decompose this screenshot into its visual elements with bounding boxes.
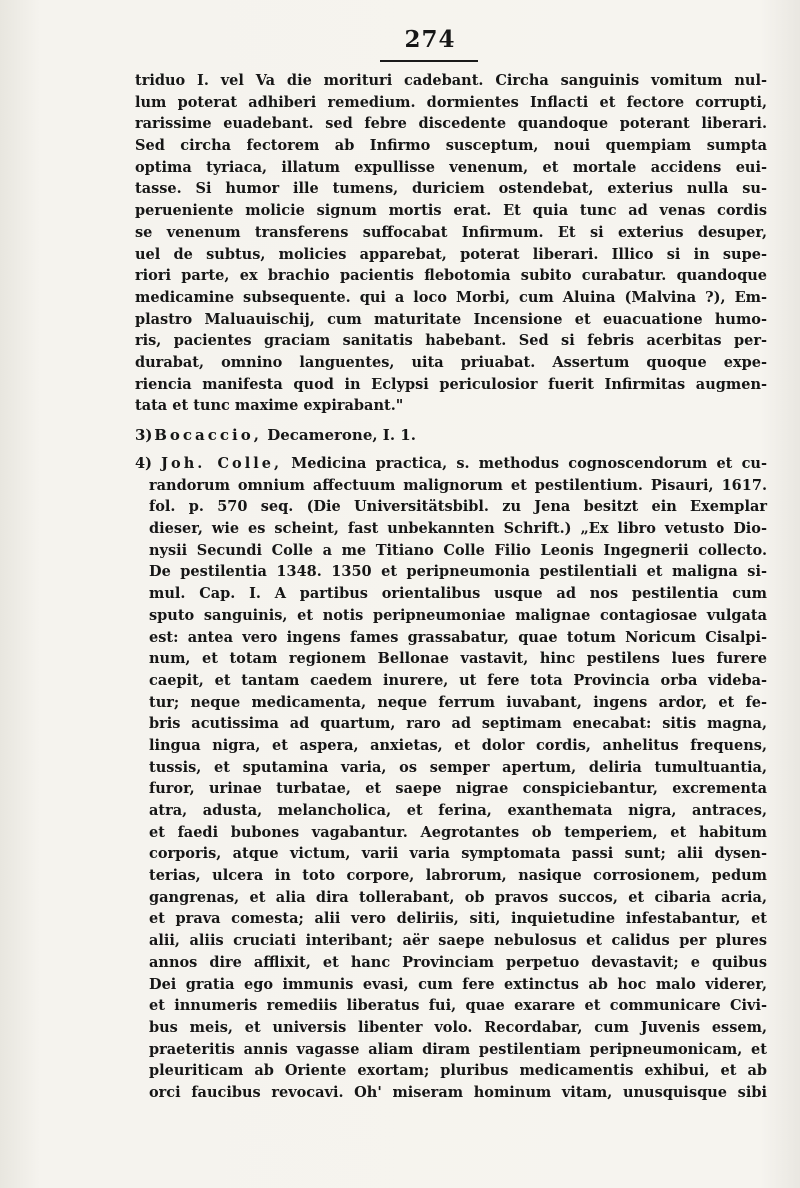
page-number: 274 [404, 26, 456, 53]
text-line: uel de subtus, molicies apparebat, poterat liberari. Illico si in supe- [135, 245, 767, 263]
text-line: lum poterat adhiberi remedium. dormientes Inflacti et fectore corrupti, [135, 93, 767, 111]
footnote-first-line [135, 453, 767, 475]
text-line: caepit, et tantam caedem inurere, ut fere tota Provincia orba videba- [149, 671, 767, 689]
text-line: randorum omnium affectuum malignorum et pestilentium. Pisauri, 1617. [149, 476, 767, 494]
text-line: alii, aliis cruciati interibant; aër saepe nebulosus et calidus per plures [149, 932, 767, 950]
text-line: tasse. Si humor ille tumens, duriciem ostendebat, exterius nulla su- [135, 180, 767, 198]
page-body [135, 70, 767, 1104]
text-line: medicamine subsequente. qui a loco Morbi, cum Aluina (Malvina ?), Em- [135, 288, 767, 306]
text-line: ris, pacientes graciam sanitatis habebant. Sed si febris acerbitas per- [135, 332, 767, 350]
text-line: orci faucibus revocavi. Oh' miseram hominum vitam, unusquisque sibi [149, 1083, 767, 1101]
text-line: et faedi bubones vagabantur. Aegrotantes ob temperiem, et habitum [149, 823, 767, 841]
footnote-citation: Medicina practica, s. methodus cognoscendorum et cu- [282, 455, 767, 472]
text-line: atra, adusta, melancholica, et ferina, exanthemata nigra, antraces, [149, 802, 767, 819]
text-line: gangrenas, et alia dira tollerabant, ob pravos succos, et cibaria acria, [149, 888, 767, 906]
footnote-3 [135, 423, 767, 447]
text-line: tata et tunc maxime expirabant." [135, 397, 404, 415]
page-number-rule [380, 60, 478, 62]
text-line: et innumeris remediis liberatus fui, quae exarare et communicare Civi- [149, 997, 767, 1015]
text-line: nysii Secundi Colle a me Titiano Colle Filio Leonis Ingegnerii collecto. [149, 541, 767, 559]
text-line: riencia manifesta quod in Eclypsi periculosior fuerit Infirmitas augmen- [135, 375, 767, 393]
footnote-author: Bocaccio, [154, 426, 262, 444]
text-line: bus meis, et universis libenter volo. Recordabar, cum Juvenis essem, [149, 1018, 767, 1036]
footnote-number: 3) [135, 426, 153, 444]
text-line: annos dire afflixit, et hanc Provinciam perpetuo devastavit; e quibus [149, 953, 767, 971]
text-line: riori parte, ex brachio pacientis flebotomia subito curabatur. quandoque [135, 267, 767, 285]
text-line: dieser, wie es scheint, fast unbekannten Schrift.) „Ex libro vetusto Dio- [149, 520, 767, 538]
footnote-4 [135, 453, 767, 1104]
text-line: num, et totam regionem Bellonae vastavit, hinc pestilens lues furere [149, 650, 767, 668]
text-line: praeteritis annis vagasse aliam diram pestilentiam peripneumonicam, et [149, 1040, 767, 1058]
text-line: plastro Maluauischij, cum maturitate Incensione et euacuatione humo- [135, 310, 767, 328]
text-line: Sed circha fectorem ab Infirmo susceptum, noui quempiam sumpta [135, 137, 767, 155]
text-line: De pestilentia 1348. 1350 et peripneumonia pestilentiali et maligna si- [149, 563, 767, 581]
text-line: rarissime euadebant. sed febre discedente quandoque poterant liberari. [135, 115, 767, 133]
text-line: pleuriticam ab Oriente exortam; pluribus medicamentis exhibui, et ab [149, 1062, 767, 1080]
footnote-author: Joh. Colle, [161, 455, 283, 472]
text-line: furor, urinae turbatae, et saepe nigrae conspiciebantur, excrementa [149, 780, 767, 798]
quoted-paragraph [135, 70, 767, 417]
text-line: et prava comesta; alii vero deliriis, siti, inquietudine infestabantur, et [149, 910, 767, 928]
text-line: se venenum transferens suffocabat Infirmum. Et si exterius desuper, [135, 223, 767, 241]
text-line: perueniente molicie signum mortis erat. Et quia tunc ad venas cordis [135, 202, 767, 220]
text-line: corporis, atque victum, varii varia symptomata passi sunt; alii dysen- [149, 845, 767, 863]
footnote-body [135, 475, 767, 1104]
footnote-citation: Decamerone, I. 1. [261, 426, 416, 444]
text-line: durabat, omnino languentes, uita priuabat. Assertum quoque expe- [135, 353, 767, 371]
text-line: tussis, et sputamina varia, os semper apertum, deliria tumultuantia, [149, 758, 767, 776]
text-line: triduo I. vel Va die morituri cadebant. Circha sanguinis vomitum nul- [135, 72, 767, 89]
text-line: sputo sanguinis, et notis peripneumoniae malignae contagiosae vulgata [149, 606, 767, 624]
text-line: fol. p. 570 seq. (Die Universitätsbibl. zu Jena besitzt ein Exemplar [149, 498, 767, 516]
footnote-number: 4) [135, 455, 152, 472]
text-line: Dei gratia ego immunis evasi, cum fere extinctus ab hoc malo viderer, [149, 975, 767, 993]
text-line: est: antea vero ingens fames grassabatur, quae totum Noricum Cisalpi- [149, 628, 767, 646]
text-line: mul. Cap. I. A partibus orientalibus usque ad nos pestilentia cum [149, 585, 767, 603]
text-line: optima tyriaca, illatum expullisse venenum, et mortale accidens eui- [135, 158, 767, 176]
text-line: tur; neque medicamenta, neque ferrum iuvabant, ingens ardor, et fe- [149, 693, 767, 711]
text-line: lingua nigra, et aspera, anxietas, et dolor cordis, anhelitus frequens, [149, 736, 767, 754]
text-line: bris acutissima ad quartum, raro ad septimam enecabat: sitis magna, [149, 715, 767, 733]
text-line: terias, ulcera in toto corpore, labrorum, nasique corrosionem, pedum [149, 867, 767, 885]
